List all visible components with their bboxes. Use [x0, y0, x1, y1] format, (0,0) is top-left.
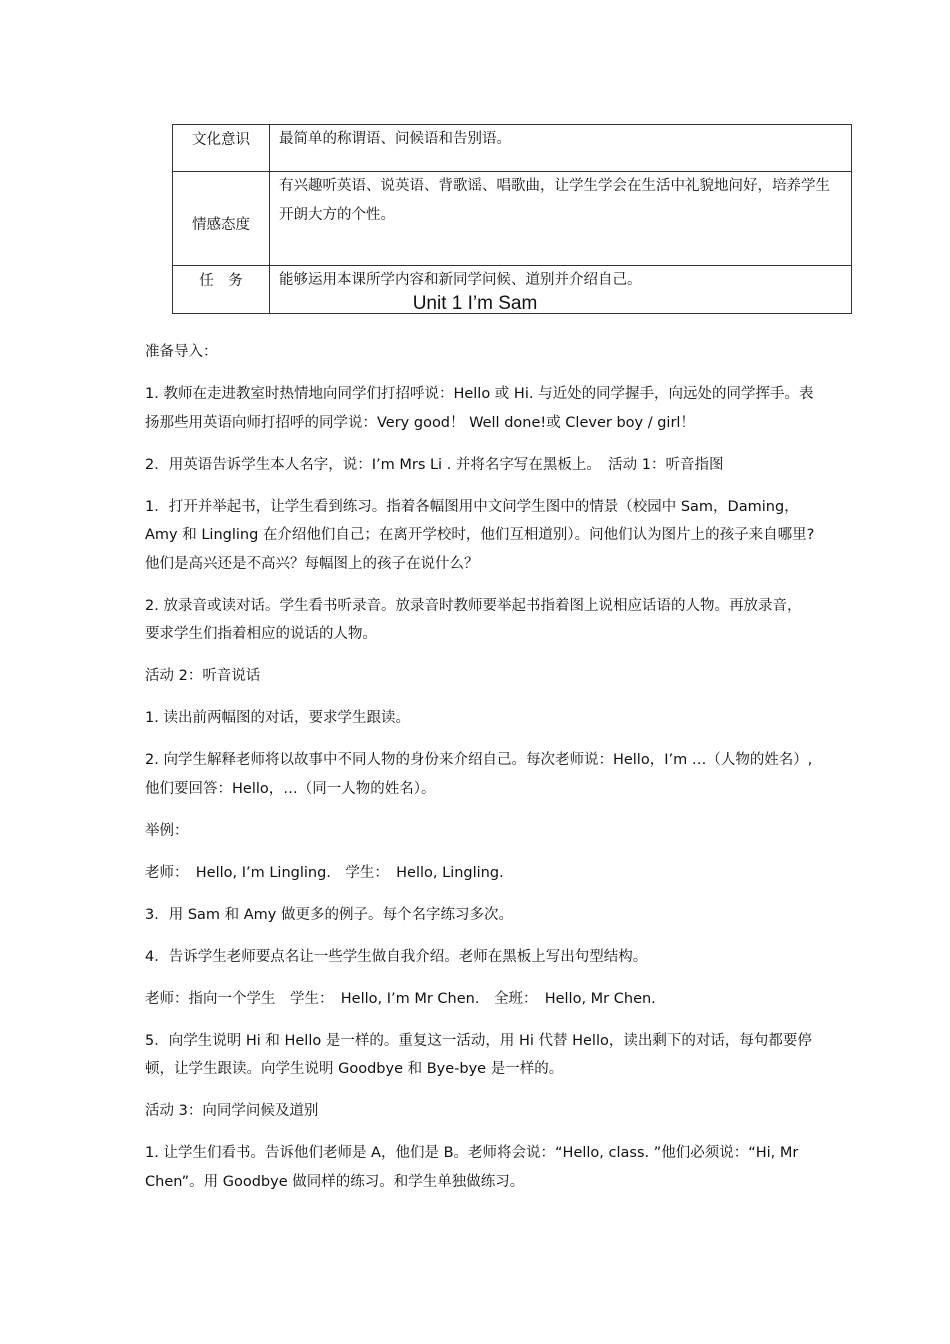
row-text: 能够运用本课所学内容和新同学问候、道别并介绍自己。	[270, 266, 852, 314]
paragraph: 举例：	[145, 822, 189, 839]
table-row	[173, 172, 852, 266]
paragraph: 1. 教师在走进教室时热情地向同学们打招呼说：Hello 或 Hi. 与近处的同学握手，向远处的同学挥手。表扬那些用英语向师打招呼的同学说：Very good！ Well done!或 Clever boy / girl！	[145, 386, 814, 431]
unit-title: Unit 1 I’m Sam	[412, 293, 538, 314]
paragraph: 5．向学生说明 Hi 和 Hello 是一样的。重复这一活动，用 Hi 代替 Hello，读出剩下的对话，每句都要停顿，让学生跟读。向学生说明 Goodbye 和 Bye-bye 是一样的。	[145, 1032, 812, 1077]
paragraph: 3．用 Sam 和 Amy 做更多的例子。每个名字练习多次。	[145, 906, 513, 923]
paragraph: 活动 2：听音说话	[145, 668, 261, 684]
row-label: 任 务	[173, 266, 270, 314]
paragraph: 2. 向学生解释老师将以故事中不同人物的身份来介绍自己。每次老师说：Hello，I’m …（人物的姓名）,他们要回答：Hello，…（同一人物的姓名）。	[145, 752, 813, 797]
paragraph: 1. 读出前两幅图的对话，要求学生跟读。	[145, 710, 410, 726]
paragraph: 2．用英语告诉学生本人名字，说：I’m Mrs Li . 并将名字写在黑板上。 活动 1：听音指图	[145, 456, 724, 473]
paragraph: 老师：指向一个学生 学生： Hello, I’m Mr Chen. 全班： Hello, Mr Chen.	[145, 990, 656, 1007]
paragraph: 老师： Hello, I’m Lingling. 学生： Hello, Lingling.	[145, 864, 504, 881]
row-text: 最简单的称谓语、问候语和告别语。	[270, 125, 852, 172]
objectives-table	[172, 124, 852, 314]
paragraph: 4．告诉学生老师要点名让一些学生做自我介绍。老师在黑板上写出句型结构。	[145, 948, 648, 965]
table-row	[173, 125, 852, 172]
row-text: 有兴趣听英语、说英语、背歌谣、唱歌曲，让学生学会在生活中礼貌地问好，培养学生开朗大方的个性。	[270, 172, 852, 266]
paragraph: 2. 放录音或读对话。学生看书听录音。放录音时教师要举起书指着图上说相应话语的人物。再放录音，要求学生们指着相应的说话的人物。	[145, 597, 802, 642]
row-label: 情感态度	[173, 172, 270, 266]
paragraph: 准备导入：	[145, 344, 218, 360]
paragraph: 活动 3：向同学问候及道别	[145, 1103, 319, 1119]
paragraph: 1. 让学生们看书。告诉他们老师是 A，他们是 B。老师将会说：“Hello, class. ”他们必须说：“Hi, Mr Chen”。用 Goodbye 做同样的练习。和学生单独做练习。	[145, 1145, 799, 1190]
lesson-body	[145, 338, 815, 1210]
paragraph: 1．打开并举起书，让学生看到练习。指着各幅图用中文问学生图中的情景（校园中 Sam，Daming，Amy 和 Lingling 在介绍他们自己；在离开学校时，他们互相道别）。问他们认为图片上的孩子来自哪里?他们是高兴还是不高兴？每幅图上的孩子在说什么？	[145, 498, 815, 572]
row-label: 文化意识	[173, 125, 270, 172]
